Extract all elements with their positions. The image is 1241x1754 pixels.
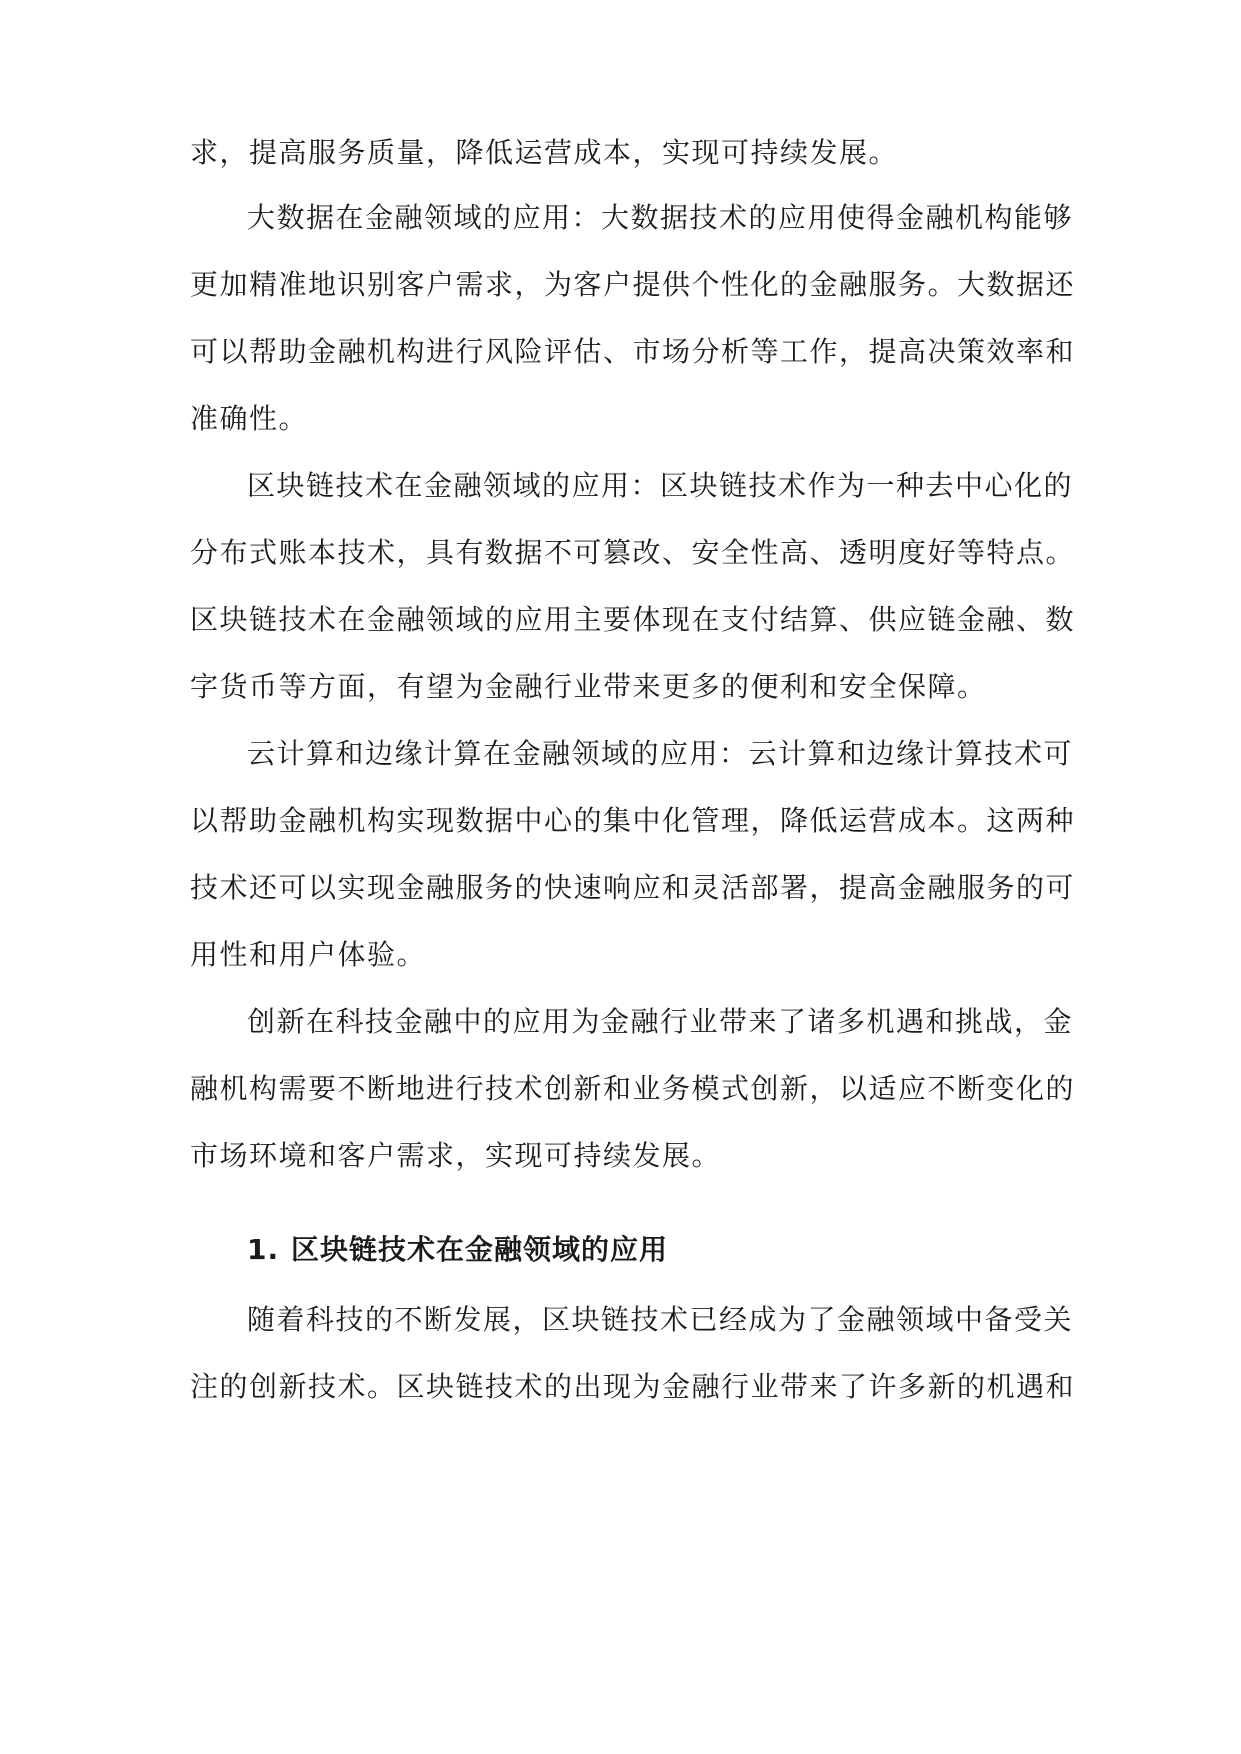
paragraph-line: 更加精准地识别客户需求，为客户提供个性化的金融服务。大数据还 bbox=[190, 268, 1076, 301]
section-title: 区块链技术在金融领域的应用 bbox=[291, 1233, 669, 1266]
section-number: 1. bbox=[247, 1233, 280, 1266]
paragraph-line: 分布式账本技术，具有数据不可篡改、安全性高、透明度好等特点。 bbox=[190, 536, 1076, 569]
paragraph-line: 注的创新技术。区块链技术的出现为金融行业带来了许多新的机遇和 bbox=[190, 1370, 1076, 1403]
paragraph-line: 随着科技的不断发展，区块链技术已经成为了金融领域中备受关 bbox=[247, 1303, 1074, 1336]
paragraph-line: 市场环境和客户需求，实现可持续发展。 bbox=[190, 1139, 722, 1172]
paragraph-line: 大数据在金融领域的应用：大数据技术的应用使得金融机构能够 bbox=[247, 201, 1074, 234]
section-heading bbox=[247, 1230, 1067, 1270]
paragraph-line: 用性和用户体验。 bbox=[190, 938, 427, 971]
paragraph-line: 技术还可以实现金融服务的快速响应和灵活部署，提高金融服务的可 bbox=[190, 871, 1076, 904]
paragraph-line: 字货币等方面，有望为金融行业带来更多的便利和安全保障。 bbox=[190, 670, 987, 703]
paragraph-line: 以帮助金融机构实现数据中心的集中化管理，降低运营成本。这两种 bbox=[190, 804, 1076, 837]
paragraph-line: 云计算和边缘计算在金融领域的应用：云计算和边缘计算技术可 bbox=[247, 737, 1074, 770]
paragraph-line: 求，提高服务质量，降低运营成本，实现可持续发展。 bbox=[190, 136, 899, 169]
paragraph-line: 创新在科技金融中的应用为金融行业带来了诸多机遇和挑战，金 bbox=[247, 1005, 1074, 1038]
paragraph-line: 准确性。 bbox=[190, 402, 309, 435]
paragraph-line: 可以帮助金融机构进行风险评估、市场分析等工作，提高决策效率和 bbox=[190, 335, 1076, 368]
paragraph-line: 融机构需要不断地进行技术创新和业务模式创新，以适应不断变化的 bbox=[190, 1072, 1076, 1105]
paragraph-line: 区块链技术在金融领域的应用：区块链技术作为一种去中心化的 bbox=[247, 469, 1074, 502]
paragraph-line: 区块链技术在金融领域的应用主要体现在支付结算、供应链金融、数 bbox=[190, 603, 1076, 636]
